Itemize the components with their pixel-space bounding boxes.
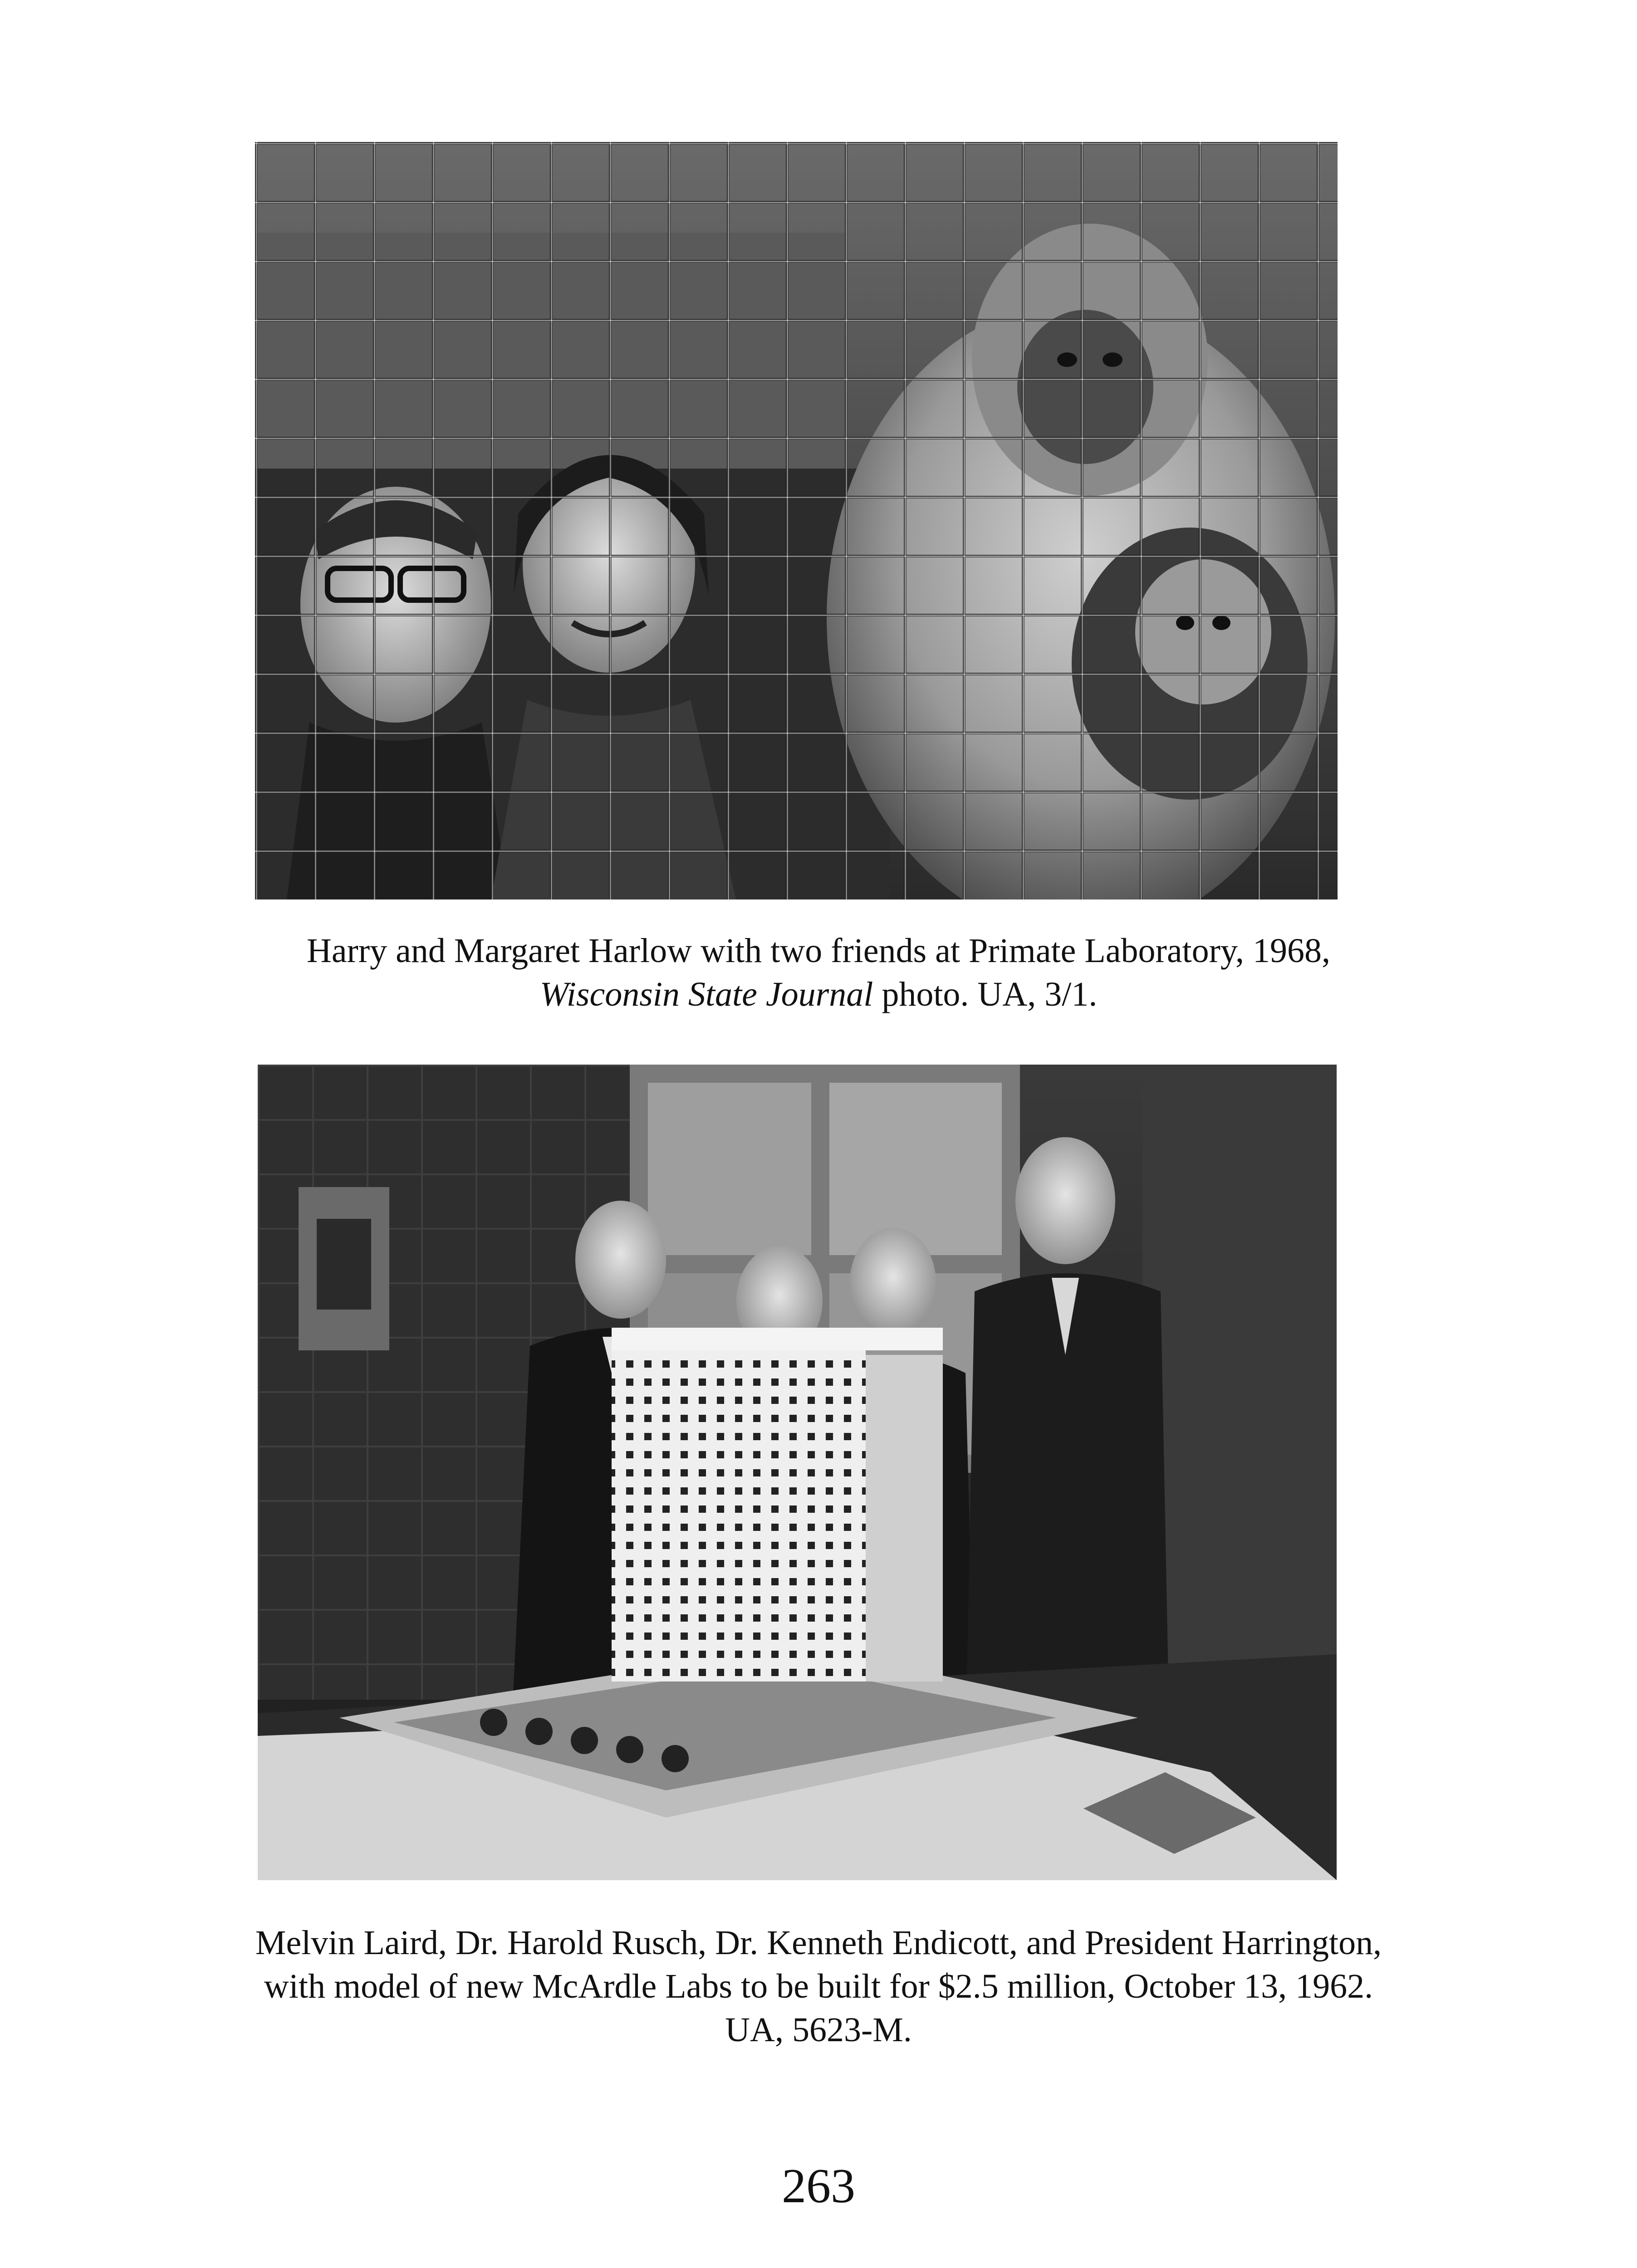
page-number: 263	[782, 2159, 855, 2213]
caption-2-line-3: UA, 5623-M.	[725, 2011, 912, 2049]
photo-mcardle-labs-model	[258, 1065, 1337, 1880]
photo-harlows-primate-lab	[255, 142, 1338, 899]
caption-1-line-1: Harry and Margaret Harlow with two friends at Primate Laboratory, 1968,	[306, 932, 1331, 970]
caption-photo-2	[0, 1921, 1637, 2052]
caption-1-publication-title: Wisconsin State Journal	[539, 975, 873, 1013]
caption-1-line-2	[0, 973, 1637, 1016]
caption-photo-1	[0, 929, 1637, 1016]
photo-mcardle-image	[258, 1065, 1337, 1880]
caption-1-line-2-rest: photo. UA, 3/1.	[873, 975, 1098, 1013]
caption-2-line-2: with model of new McArdle Labs to be built for $2.5 million, October 13, 1962.	[264, 1967, 1373, 2005]
photo-harlows-image	[255, 142, 1338, 899]
caption-2-line-1: Melvin Laird, Dr. Harold Rusch, Dr. Kenneth Endicott, and President Harrington,	[255, 1924, 1382, 1962]
